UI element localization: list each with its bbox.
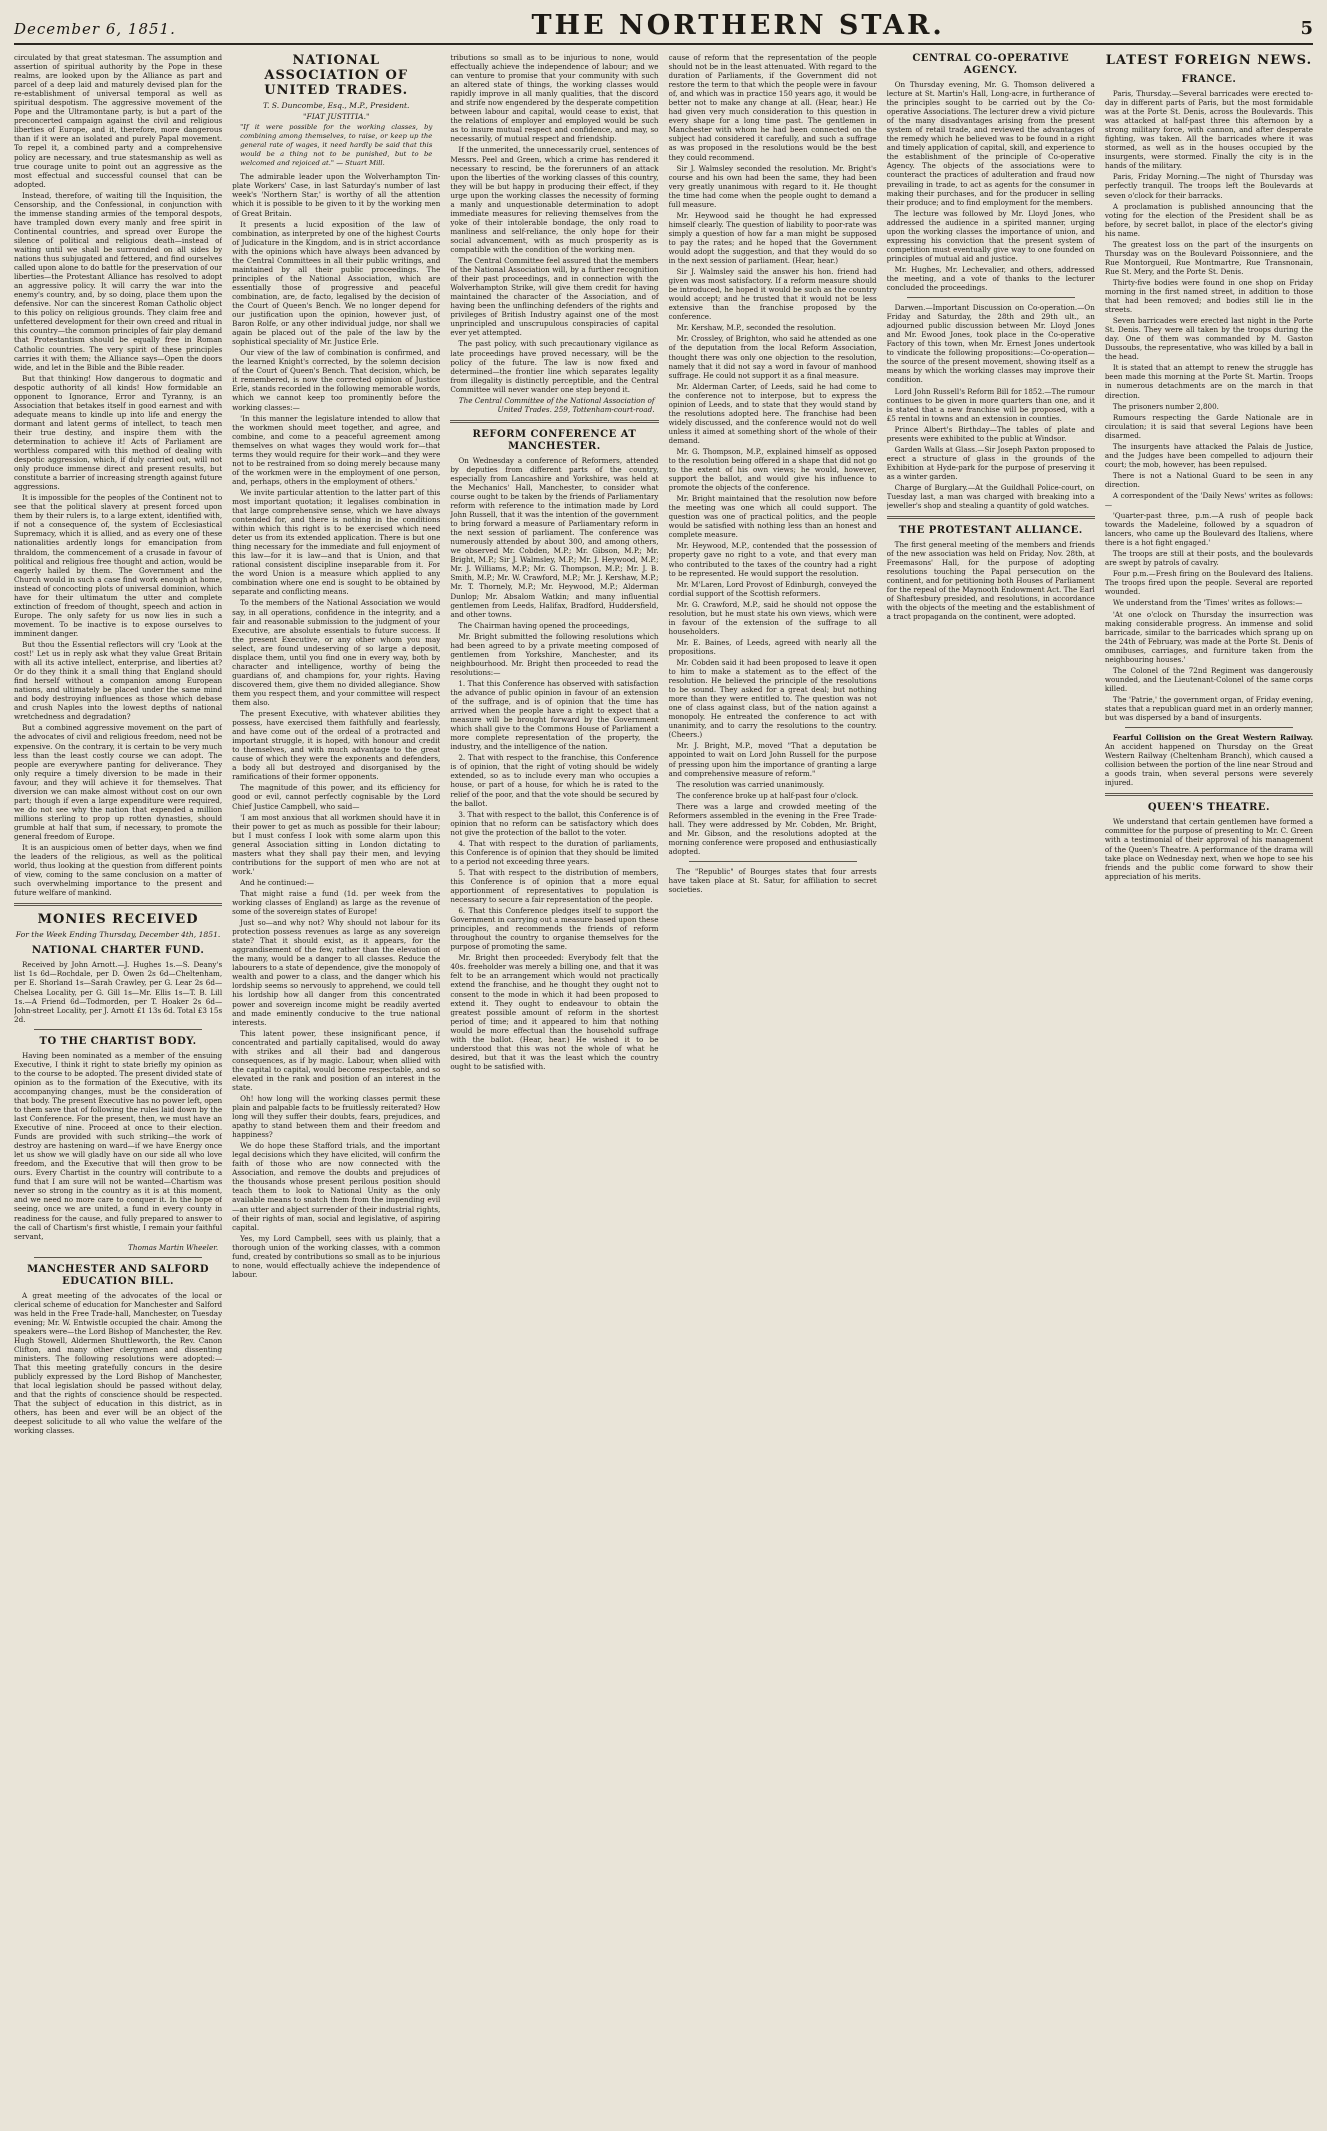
- column-2: [232, 53, 440, 2123]
- section-divider: [1105, 793, 1313, 796]
- article-paragraph: The magnitude of this power, and its efficiency for good or evil, cannot perfectly cognisable by the Lord Chief Justice Campbell, who said—: [232, 783, 441, 811]
- article-paragraph: The past policy, with such precautionary vigilance as late proceedings have proved necessary, will be the policy of the future. The law is now fixed and determined—the frontier line which separates legality from illegality is distinctly perceptible, and the Central Committee will never wander one step beyond it.: [450, 339, 659, 394]
- article-paragraph: Sir J. Walmsley seconded the resolution. Mr. Bright's course and his own had been the same, they had been very greatly unanimous with regard to it. He thought the time had come when the people ought to demand a full measure.: [668, 163, 877, 209]
- article-paragraph: The Colonel of the 72nd Regiment was dangerously wounded, and the Lieutenant-Colonel of the same corps killed.: [1104, 665, 1313, 693]
- article-paragraph: There is not a National Guard to be seen in any direction.: [1104, 470, 1313, 489]
- section-heading: REFORM CONFERENCE AT MANCHESTER.: [472, 428, 637, 452]
- article-paragraph: If the unmerited, the unnecessarily cruel, sentences of Messrs. Peel and Green, which a crime has rendered it necessary to rescind, be the forerunners of an attack upon the liberties of the working classes of this country, they will be but happy in producing their effect, if they urge upon the working classes the necessity of forming a manly and unquestionable determination to adopt immediate measures for relieving themselves from the yoke of their intolerable bondage, the only road to manliness and self-reliance, the only hope for their social advancement, with as much prosperity as is compatible with the condition of the working men.: [450, 145, 659, 254]
- article-paragraph: The prisoners number 2,800.: [1112, 401, 1219, 411]
- article-paragraph: 'At one o'clock on Thursday the insurrection was making considerable progress. An immense and solid barricade, similar to the barricades which sprang up on the 24th of February, was made at the Porte St. Denis of omnibuses, carriages, and furniture taken from the neighbouring houses.': [1104, 609, 1313, 664]
- article-paragraph: Just so—and why not? Why should not labour for its protection possess revenues as large as any sovereign state? That it should exist, as it appears, for the aggrandisement of the few, rather than the elevation of the many, would be a danger to all classes. Reduce the labourers to a state of dependence, give the monopoly of wealth and power to a class, and the danger which his lordship seems so nervously to apprehend, we could tell his lordship how all danger from this concentrated power and sovereign income might be readily averted and made eminently conducive to the true national interests.: [232, 918, 441, 1027]
- masthead: [14, 10, 1313, 45]
- article-paragraph: Mr. E. Baines, of Leeds, agreed with nearly all the propositions.: [668, 637, 877, 656]
- article-paragraph: The insurgents have attacked the Palais de Justice, and the Judges have been compelled to adjourn their court; the mob, however, has been repulsed.: [1104, 441, 1313, 469]
- article-paragraph: Yes, my Lord Campbell, sees with us plainly, that a thorough union of the working classes, with a common fund, created by contributions so small as to be injurious to none, would effectually achieve the independence of labour.: [232, 1233, 441, 1279]
- article-paragraph: Garden Walls at Glass.—Sir Joseph Paxton proposed to erect a structure of glass in the grounds of the Exhibition at Hyde-park for the purpose of preserving it as a winter garden.: [886, 444, 1095, 481]
- article-paragraph: Mr. J. Bright, M.P., moved "That a deputation be appointed to wait on Lord John Russell for the purpose of pressing upon him the importance of granting a large and comprehensive measure of reform.": [668, 741, 877, 778]
- article-paragraph: The first general meeting of the members and friends of the new association was held on Friday, Nov. 28th, at Freemasons' Hall, for the purpose of adopting resolutions touching the Papal persecution on the continent, and for petitioning both Houses of Parliament for the repeal of the Maynooth Endowment Act. The Earl of Shaftesbury presided, and resolutions, in accordance with the objects of the meeting and the establishment of a tract propaganda on the continent, were adopted.: [886, 540, 1095, 622]
- section-divider: [1125, 727, 1293, 728]
- article-paragraph: Mr. Hughes, Mr. Lechevalier, and others, addressed the meeting, and a vote of thanks to the lecturer concluded the proceedings.: [886, 264, 1095, 293]
- article-paragraph: circulated by that great statesman. The assumption and assertion of spiritual authority by the Pope in these realms, are looked upon by the Alliance as part and parcel of a deep laid and maturely devised plan for the re-establishment of universal temporal as well as spiritual despotism. The aggressive movement of the Pope and the Ultramontane party, is but a part of the preconcerted campaign against the civil and religious liberties of Europe, and it, therefore, more dangerous than if it were an isolated and purely Papal movement. To repel it, a combined party and a comprehensive policy are necessary, and true statesmanship as well as true courage unite to point out an aggressive as the most effectual and successful counsel that can be adopted.: [14, 53, 223, 189]
- article-paragraph: Mr. Bright submitted the following resolutions which had been agreed to by a private meeting composed of gentlemen from Yorkshire, Manchester, and its neighbourhood. Mr. Bright then proceeded to read the resolutions:—: [450, 631, 659, 677]
- section-heading: CENTRAL CO-OPERATIVE AGENCY.: [912, 53, 1070, 76]
- article-paragraph: A correspondent of the 'Daily News' writes as follows:—: [1104, 490, 1313, 510]
- article-paragraph: But that thinking! How dangerous to dogmatic and despotic authority of all kinds! How formidable an opponent to Ignorance, Error and Tyranny, is an Association that betakes itself in good earnest and with adequate means to kindle up into life and energy the dormant and latent germs of intellect, to teach men their true destiny, and inspire them with the determination to achieve it! Acts of Parliament are worthless compared with this method of dealing with despotic aggression, which, if duly carried out, will not only produce immense direct and present results, but constitute a barrier of increasing strength against future aggressions.: [14, 373, 223, 492]
- article-lead-title: Fearful Collision on the Great Western Railway.: [1112, 733, 1313, 743]
- article-paragraph: We invite particular attention to the latter part of this most important quotation; it legalises combination in that large comprehensive sense, which we have always contended for, and there is nothing in the conditions within which this right is to be exercised which need deter us from its extended application. There is but one thing necessary for the immediate and full enjoyment of this law—for it is law—and that is Union, and that rational consistent discipline inseparable from it. For the word Union is a measure which applied to any combination where one end is sought to be obtained by separate and conflicting means.: [232, 487, 441, 597]
- article-paragraph: cause of reform that the representation of the people should not be in the least attenuated. With regard to the duration of Parliaments, if the Government did not restore the term to that which the people were in favour of, and which was in practice 150 years ago, it would be better not to make any change at all. (Hear, hear.) He had given very much consideration to this question in every shape for a long time past. The gentlemen in Manchester with whom he had been connected on the subject had considered it carefully, and such a suffrage as was proposed in the resolutions would be the best they could recommend.: [668, 53, 877, 162]
- article-paragraph: Our view of the law of combination is confirmed, and the learned Knight's corrected, by the solemn decision of the Court of Queen's Bench. That decision, which, be it remembered, is now the corrected opinion of Justice Erle, stands recorded in the following memorable words, which we cannot keep too prominently before the working classes:—: [232, 348, 441, 412]
- section-heading: THE PROTESTANT ALLIANCE.: [898, 525, 1083, 537]
- article-paragraph: The admirable leader upon the Wolverhampton Tin-plate Workers' Case, in last Saturday's number of last week's 'Northern Star,' is worthy of all the attention which it is possible to be given to it by the working men of Great Britain.: [232, 172, 441, 218]
- article-paragraph: Mr. M'Laren, Lord Provost of Edinburgh, conveyed the cordial support of the Scottish reformers.: [668, 579, 877, 598]
- motto-title: "FIAT JUSTITIA.": [303, 112, 370, 122]
- article-paragraph: A great meeting of the advocates of the local or clerical scheme of education for Manchester and Salford was held in the Free Trade-hall, Manchester, on Tuesday evening; Mr. W. Entwistle occupied the chair. Among the speakers were—the Lord Bishop of Manchester, the Rev. Hugh Stowell, Aldermen Shuttleworth, the Rev. Canon Clifton, and many other clergymen and dissenting ministers. The following resolutions were adopted:—That this meeting gratefully concurs in the desire publicly expressed by the Lord Bishop of Manchester, that local legislation should be passed without delay, and that the rights of conscience should be respected. That the subject of education in this district, as in others, has been and ever will be an object of the deepest solicitude to all who value the welfare of the working classes.: [14, 1290, 223, 1436]
- section-heading: QUEEN'S THEATRE.: [1147, 802, 1270, 814]
- article-paragraph: Sir J. Walmsley said the answer his hon. friend had given was most satisfactory. If a reform measure should be introduced, he hoped it would be such as the country would accept; and he trusted that it would not be less extensive than the franchise proposed by the conference.: [668, 267, 877, 322]
- article-paragraph: 'Quarter-past three, p.m.—A rush of people back towards the Madeleine, followed by a squadron of lancers, who came up the Boulevard des Italiens, where there is a hot fight engaged.': [1104, 511, 1313, 548]
- resolution: 2. That with respect to the franchise, this Conference is of opinion, that the right of voting should be widely extended, so as to include every man who occupies a house, or part of a house, for which he is rated to the relief of the poor, and that the vote should be secured by the ballot.: [450, 753, 659, 808]
- columns: [14, 53, 1313, 2123]
- section-heading: MANCHESTER AND SALFORD EDUCATION BILL.: [27, 1263, 210, 1287]
- article-paragraph: Having been nominated as a member of the ensuing Executive, I think it right to state briefly my opinion as to the course to be adopted. The present divided state of opinion as to the formation of the Executive, with its accompanying changes, must be the consideration of that body. The present Executive has no power left, open to them save that of following the rules laid down by the last Conference. For the present, then, we must have an Executive of nine. Proceed at once to their election. Funds are provided with such striking—the work of destroy are hastening on ward—if we have Energy once let us show we will gladly have on our side all who love freedom, and the Executive that will then grow to be ours. Every Chartist in the country will contribute to a fund that I am sure will not be wanted—Chartism was never so strong in the country as it is at this moment, and we need no more care to conquer it. In the hope of seeing, once we are united, a fund in every county in readiness for the cause, and fully prepared to answer to the call of Chartism's first whistle, I remain your faithful servant,: [14, 1050, 223, 1241]
- article-paragraph: A proclamation is published announcing that the voting for the election of the President shall be as before, by secret ballot, in place of the elector's giving his name.: [1104, 201, 1313, 238]
- resolution: 3. That with respect to the ballot, this Conference is of opinion that no reform can be satisfactory which does not give the protection of the ballot to the voter.: [450, 809, 659, 837]
- article-paragraph: Mr. Bright maintained that the resolution now before the meeting was one which all could support. The question was one of practical politics, and the people would be satisfied with nothing less than an honest and complete measure.: [668, 494, 877, 540]
- article-paragraph: Instead, therefore, of waiting till the Inquisition, the Censorship, and the Confessional, in conjunction with the immense standing armies of the temporal despots, have trampled down every manly and free spirit in Continental countries, and spread over Europe the silence of political and religious death—instead of waiting until we shall be surrounded on all sides by nations thus subjugated and fettered, and find ourselves called upon alone to do battle for the preservation of our liberties—the Protestant Alliance has resolved to adopt an aggressive policy. It will carry the war into the enemy's country, and, by so doing, place them upon the defensive. Nor can the sincerest Roman Catholic object to this policy on religious grounds. They claim free and unfettered development for their own creed and ritual in this country—the common principles of fair play demand that Protestantism should be equally free in Roman Catholic countries. The very spirit of these principles carries it with them; the Alliance says—Open the doors wide, and let in the Bible and the Bible reader.: [14, 190, 223, 372]
- column-6: [1105, 53, 1313, 2123]
- article-paragraph: The lecture was followed by Mr. Lloyd Jones, who addressed the audience in a spirited manner, urging upon the working classes the importance of union, and expressing his conviction that the present system of competition must eventually give way to one founded on principles of mutual aid and justice.: [886, 208, 1095, 263]
- byline: T. S. Duncombe, Esq., M.P., President.: [263, 101, 410, 110]
- article-paragraph: Mr. Alderman Carter, of Leeds, said he had come to the conference not to interpose, but to express the opinion of Leeds, and to state that they would stand by the resolutions adopted here. The franchise had been widely discussed, and the conference would not do well unless it aimed at something short of the whole of their demand.: [668, 381, 877, 445]
- article-paragraph: Mr. Heywood said he thought he had expressed himself clearly. The question of liability to poor-rate was simply a question of how far a man might be supposed to pay the rates; and he hoped that the Government would adopt the suggestion, and that they would do so in the next session of parliament. (Hear, hear.): [668, 210, 877, 266]
- column-3: [450, 53, 658, 2123]
- article-paragraph: Received by John Arnott.—J. Hughes 1s.—S. Deany's list 1s 6d—Rochdale, per D. Owen 2s 6d—Cheltenham, per E. Shorland 1s—Sarah Crawley, per G. Lear 2s 6d—Chelsea Locality, per G. Gill 1s—Mr. Ellis 1s—T. B. Lill 1s.—A Friend 6d—Todmorden, per T. Hoaker 2s 6d—John-street Locality, per J. Arnott £1 13s 6d. Total £3 15s 2d.: [14, 960, 223, 1024]
- article-paragraph: We understand from the 'Times' writes as follows:—: [1112, 598, 1303, 608]
- section-subheading: FRANCE.: [1181, 74, 1237, 85]
- article-paragraph: Mr. G. Crawford, M.P., said he should not oppose the resolution, but he must state his own views, which were in favour of the extension of the suffrage to all householders.: [668, 599, 877, 636]
- article-paragraph: It presents a lucid exposition of the law of combination, as interpreted by one of the highest Courts of Judicature in the Kingdom, and is in strict accordance with the opinions which have always been advanced by the Central Committees in all their public writings, and maintained by all their public proceedings. The principles of the National Association, which are essentially those of progressive and peaceful combination, are, de facto, legalised by the decision of the Court of Queen's Bench. We no longer depend for our justification upon the opinion, however just, of Baron Rolfe, or any other individual judge, nor shall we again be placed out of the pale of the law by the sophistical speciality of Mr. Justice Erle.: [232, 219, 441, 347]
- column-1: [14, 53, 222, 2123]
- article-paragraph: Thirty-five bodies were found in one shop on Friday morning in the first named street, in addition to those that had been removed; and bodies still lie in the streets.: [1104, 277, 1313, 315]
- article-paragraph: The "Republic" of Bourges states that four arrests have taken place at St. Satur, for affiliation to secret societies.: [668, 866, 877, 895]
- section-heading: NATIONAL CHARTER FUND.: [31, 945, 205, 957]
- resolution: 5. That with respect to the distribution of members, this Conference is of opinion that a more equal apportionment of representatives to population is necessary to secure a fair representation of the people.: [450, 867, 659, 905]
- article-paragraph: There was a large and crowded meeting of the Reformers assembled in the evening in the Free Trade-hall. They were addressed by Mr. Cobden, Mr. Bright, and Mr. Gibson, and the resolutions adopted at the morning conference were proposed and enthusiastically adopted.: [668, 801, 877, 856]
- column-5: [887, 53, 1095, 2123]
- article-paragraph: That might raise a fund (1d. per week from the working classes of England) as large as the revenue of some of the sovereign states of Europe!: [232, 888, 441, 917]
- article-paragraph: On Thursday evening, Mr. G. Thomson delivered a lecture at St. Martin's Hall, Long-acre, in furtherance of the principles sought to be carried out by the Co-operative Associations. The lecturer drew a vivid picture of the many disadvantages arising from the present system of retail trade, and reviewed the advantages of the remedy which he believed was to be found in a right and timely application of capital, skill, and experience to the establishment of the principle of Co-operative Agency. The objects of the associations were to counteract the practices of adulteration and fraud now prevailing in trade, to act as agents for the consumer in making their purchases, and for the producer in selling their produce; and to find employment for the members.: [886, 80, 1095, 207]
- article-paragraph: This latent power, these insignificant pence, if concentrated and partially capitalised, would do away with strikes and all their bad and dangerous consequences, as if by magic. Labour, when allied with the capital to capital, would become respectable, and so elevated in the rank and position of an interest in the state.: [232, 1028, 441, 1092]
- article-paragraph: But a combined aggressive movement on the part of the advocates of civil and religious freedom, need not be expensive. On the contrary, it is certain to be very much less than the least costly course we can adopt. The people are everywhere panting for deliverance. They only require a timely diversion to be made in their favour, and they will achieve it for themselves. That diversion we can make almost without cost on our own part; though if even a large expenditure were required, we do not see why the nation that expended a million millions sterling to prop up rotten dynasties, should grumble at half that sum, if necessary, to promote the general freedom of Europe.: [14, 723, 223, 841]
- article-paragraph: Darwen.—Important Discussion on Co-operation.—On Friday and Saturday, the 28th and 29th ult., an adjourned public discussion between Mr. Lloyd Jones and Mr. Ewood Jones, took place in the Co-operative Factory of this town, when Mr. Ernest Jones undertook to vindicate the following propositions:—Co-operation—the source of the present movement, showing itself as a means by which the working classes may improve their condition.: [886, 303, 1095, 385]
- article-paragraph: The Chairman having opened the proceedings,: [458, 620, 630, 630]
- section-divider: [887, 516, 1095, 519]
- signature: The Central Committee of the National Association of United Trades. 259, Tottenham-court-road.: [458, 395, 655, 414]
- article-paragraph: Mr. G. Thompson, M.P., explained himself as opposed to the resolution being offered in a shape that did not go to the extent of his own views; he would, however, support the ballot, and would give his influence to promote the objects of the conference.: [668, 446, 877, 493]
- article-paragraph: Prince Albert's Birthday—The tables of plate and presents were exhibited to the public at Windsor.: [886, 424, 1095, 443]
- article-paragraph: The troops are still at their posts, and the boulevards are swept by patrols of cavalry.: [1104, 549, 1313, 568]
- article-paragraph: 'In this manner the legislature intended to allow that the workmen should meet together, and agree, and combine, and come to a peaceful agreement among themselves on what wages they would work for—that terms they would require for their work—and they were not to be restrained from so doing merely because many of the workmen were in the employment of one person, and, perhaps, others in the employment of others.': [232, 413, 441, 486]
- article-paragraph: To the members of the National Association we would say, in all operations, confidence in the integrity, and a fair and reasonable submission to the judgment of your Executive, are absolute essentials to future success. If the present Executive, or any other whom you may select, are found undeserving of so large a deposit, displace them, until you find one in every way, both by character and intelligence, worthy of being the guardians of, and champions for, your rights. Having discovered them, give them no divided allegiance. Show them you respect them, and your committee will respect them also.: [232, 598, 441, 707]
- article-paragraph: [1105, 733, 1313, 787]
- signature: Thomas Martin Wheeler.: [128, 1242, 219, 1252]
- section-divider: [907, 297, 1075, 298]
- section-heading: NATIONAL ASSOCIATION OF UNITED TRADES.: [264, 53, 409, 98]
- article-paragraph: It is impossible for the peoples of the Continent not to see that the political slavery at present forced upon them by their rulers is, to a large extent, identified with, if not a consequence of, the system of Ecclesiastical Supremacy, which it is allied, and as every one of these nationalities ardently longs for emancipation from thraldom, the commencement of a crusade in favour of political and religious free thought and action, would be eagerly hailed by them. The Government and the Church would in such a case find work enough at home, instead of concocting plots of universal dominion, which have for their ultimatum the utter and complete extinction of freedom of thought, speech and action in Europe. The only safety for us now lies in such a movement. To be inactive is to expose ourselves to imminent danger.: [14, 493, 223, 638]
- article-text: An accident happened on Thursday on the Great Western Railway (Cheltenham Branch), which caused a collision between the portion of the line near Stroud and a goods train, when several persons were severely injured.: [1104, 742, 1313, 788]
- article-paragraph: It is an auspicious omen of better days, when we find the leaders of the religious, as well as the political world, thus looking at the question from different points of view, coming to the same conclusion on a matter of such overwhelming importance to the present and future welfare of mankind.: [14, 843, 223, 898]
- section-divider: [14, 903, 222, 906]
- article-paragraph: The present Executive, with whatever abilities they possess, have exercised them faithfully and fearlessly, and have come out of the ordeal of a protracted and important struggle, it is hoped, with honour and credit to themselves, and with much advantage to the great cause of which they were the exponents and defenders, a body all but destroyed and disorganised by the ramifications of their former opponents.: [232, 709, 441, 782]
- article-paragraph: The resolution was carried unanimously.: [676, 779, 825, 789]
- resolution: 6. That this Conference pledges itself to support the Government in carrying out a measure based upon these principles, and recommends the friends of reform throughout the country to organise themselves for the purpose of promoting the same.: [450, 906, 659, 952]
- article-paragraph: The Central Committee feel assured that the members of the National Association will, by a further recognition of their past proceedings, and in connection with the Wolverhampton Strike, will give them credit for having maintained the character of the Association, and of having been the unflinching defenders of the rights and privileges of British Industry against one of the most unprincipled and unscrupulous conspiracies of capital ever yet attempted.: [450, 256, 659, 338]
- article-paragraph: Mr. Kershaw, M.P., seconded the resolution.: [676, 323, 837, 333]
- article-paragraph: Seven barricades were erected last night in the Porte St. Denis. They were all taken by the troops during the day. One of them was commanded by M. Gaston Dussoubs, the representative, who was killed by a ball in the head.: [1104, 316, 1313, 362]
- section-heading: MONIES RECEIVED: [37, 912, 199, 928]
- article-paragraph: On Wednesday a conference of Reformers, attended by deputies from different parts of the country, especially from Lancashire and Yorkshire, was held at the Mechanics' Hall, Manchester, to consider what course ought to be taken by the friends of Parliamentary reform with reference to the intimation made by Lord John Russell, that it was the intention of the government to bring forward a measure of Parliamentary reform in the next session of parliament. The conference was numerously attended by about 300, and among others, we observed Mr. Cobden, M.P.; Mr. Gibson, M.P.; Mr. Bright, M.P.; Sir J. Walmsley, M.P.; Mr. J. Heywood, M.P.; Mr. J. Williams, M.P.; Mr. G. Thompson, M.P.; Mr. J. B. Smith, M.P.; Mr. W. Crawford, M.P.; Mr. J. Kershaw, M.P.; Mr. T. Thornely, M.P.; Mr. Heywood, M.P.; Alderman Dunlop; Mr. Absalom Watkin; and many influential gentlemen from Leeds, Halifax, Bradford, Huddersfield, and other towns.: [450, 455, 659, 619]
- article-paragraph: The greatest loss on the part of the insurgents on Thursday was on the Boulevard Poissonniere, and the Rue Montorgueil, Rue Montmartre, Rue Transnonain, Rue St. Mery, and the Porte St. Denis.: [1104, 239, 1313, 276]
- article-paragraph: Mr. Cobden said it had been proposed to leave it open to him to make a statement as to the effect of the resolution. He believed the principle of the resolutions to be sound. They asked for a great deal; but nothing more than they were entitled to. The question was not one of class against class, but of the nation against a monopoly. He entreated the conference to act with unanimity, and to carry the resolutions to the country. (Cheers.): [668, 658, 877, 740]
- article-paragraph: We do hope these Stafford trials, and the important legal decisions which they have elicited, will confirm the faith of those who are now connected with the Association, and remove the doubts and prejudices of the thousands whose present perilous position should teach them to look to National Unity as the only available means to snatch them from the impending evil—an utter and abject surrender of their industrial rights, of their rights of man, social and legislative, of aspiring capital.: [232, 1141, 441, 1232]
- article-paragraph: We understand that certain gentlemen have formed a committee for the purpose of presenting to Mr. C. Green with a testimonial of their approval of his management of the Queen's Theatre. A performance of the drama will take place on Wednesday next, when we hope to see his friends and the public come forward to show their appreciation of his merits.: [1104, 817, 1313, 881]
- article-paragraph: It is stated that an attempt to renew the struggle has been made this morning at the Porte St. Martin. Troops in numerous detachments are on the march in that direction.: [1104, 363, 1313, 400]
- section-divider: [34, 1029, 202, 1030]
- article-paragraph: Oh! how long will the working classes permit these plain and palpable facts to be fruitlessly reiterated? How long will they suffer their doubts, fears, prejudices, and apathy to stand between them and their freedom and happiness?: [232, 1093, 441, 1140]
- article-paragraph: Four p.m.—Fresh firing on the Boulevard des Italiens. The troops fired upon the people. Several are reported wounded.: [1104, 569, 1313, 597]
- page-number: 5: [1300, 18, 1313, 39]
- article-paragraph: The 'Patrie,' the government organ, of Friday evening, states that a republican guard met in an orderly manner, but was dispersed by a band of insurgents.: [1104, 694, 1313, 723]
- article-paragraph: Paris, Friday Morning.—The night of Thursday was perfectly tranquil. The troops left the Boulevards at seven o'clock for their barracks.: [1104, 172, 1313, 200]
- article-paragraph: The conference broke up at half-past four o'clock.: [676, 790, 859, 800]
- section-subheading: For the Week Ending Thursday, December 4th, 1851.: [15, 930, 221, 940]
- section-divider: [689, 861, 857, 862]
- resolution: 4. That with respect to the duration of parliaments, this Conference is of opinion that they should be limited to a period not exceeding three years.: [450, 838, 659, 866]
- article-paragraph: Mr. Crossley, of Brighton, who said he attended as one of the deputation from the local Reform Association, thought there was only one objection to the resolution, namely that it did not say a word in favour of manhood suffrage. He could not support it as a final measure.: [668, 334, 877, 380]
- article-paragraph: Paris, Thursday.—Several barricades were erected to-day in different parts of Paris, but the most formidable was at the Porte St. Denis, across the Boulevards. This was attacked at half-past three this afternoon by a strong military force, with cannon, and after desperate fighting, was taken. All the barricades where it was stormed, as well as in the houses occupied by the insurgents, were stormed. Finally the city is in the hands of the military.: [1104, 89, 1313, 171]
- article-paragraph: Lord John Russell's Reform Bill for 1852.—The rumour continues to be given in more quarters than one, and it is stated that a new franchise will be proposed, with a £5 rental in towns and an extension in counties.: [886, 386, 1095, 423]
- motto: "If it were possible for the working classes, by combining among themselves, to raise, or keep up the general rate of wages, it need hardly be said that this would be a thing not to be punished, but to be welcomed and rejoiced at." — Stuart Mill.: [240, 123, 433, 168]
- article-paragraph: But thou the Essential reflectors will cry 'Look at the cost!' Let us in reply ask what they value Great Britain with all its active intellect, enterprise, and liberties at? Or do they think it a small thing that England should find herself without a companion among European nations, and ultimately be placed under the same mind and body destroying influences as those which debase and crush Naples into the lowest depths of national wretchedness and degradation?: [14, 640, 223, 722]
- article-paragraph: Rumours respecting the Garde Nationale are in circulation; it is said that several Legions have been disarmed.: [1104, 412, 1313, 440]
- section-heading: TO THE CHARTIST BODY.: [39, 1035, 197, 1047]
- issue-date: December 6, 1851.: [14, 20, 176, 38]
- section-heading: LATEST FOREIGN NEWS.: [1105, 53, 1313, 68]
- article-paragraph: Mr. Bright then proceeded: Everybody felt that the 40s. freeholder was merely a billing one, and that it was felt to be an arrangement which would not practically extend the franchise, and he thought they ought not to consent to the mode in which it had been proposed to extend it. They ought to endeavour to obtain the greatest possible amount of reform in the shortest period of time; and it appeared to him that nothing would be more effectual than the household suffrage with the ballot. (Hear, hear.) He wished it to be understood that this was not the whole of what he desired, but that it was the least which the country ought to be satisfied with.: [450, 953, 659, 1071]
- resolution: 1. That this Conference has observed with satisfaction the advance of public opinion in favour of an extension of the suffrage, and is of opinion that the time has arrived when the people have a right to expect that a measure will be brought forward by the Government which shall give to the Commons House of Parliament a more complete representation of the property, the industry, and the intelligence of the nation.: [450, 678, 659, 752]
- section-divider: [34, 1257, 202, 1258]
- column-4: [669, 53, 877, 2123]
- article-paragraph: tributions so small as to be injurious to none, would effectually achieve the independence of labour; and we can venture to promise that your community with such an altered state of things, the working classes would rapidly improve in all manly qualities, that the discord and strife now engendered by the desperate competition between labour and capital, would cease to exist, that the relations of employer and employed would be such as to insure mutual respect and confidence, and may, so necessarily, of mutual respect and friendship.: [450, 53, 659, 144]
- newspaper-title: THE NORTHERN STAR.: [531, 10, 945, 41]
- article-paragraph: 'I am most anxious that all workmen should have it in their power to get as much as possible for their labour; but I must confess I look with some alarm upon this general Association sitting in London dictating to masters what they shall pay their men, and levying contributions for the support of men who are not at work.': [232, 812, 441, 876]
- section-divider: [450, 420, 658, 423]
- article-paragraph: Charge of Burglary.—At the Guildhall Police-court, on Tuesday last, a man was charged with breaking into a jeweller's shop and stealing a quantity of gold watches.: [886, 482, 1095, 511]
- article-paragraph: And he continued:—: [240, 877, 314, 887]
- article-paragraph: Mr. Heywood, M.P., contended that the possession of property gave no right to a vote, and that every man who contributed to the taxes of the country had a right to be represented. He would support the resolution.: [668, 541, 877, 578]
